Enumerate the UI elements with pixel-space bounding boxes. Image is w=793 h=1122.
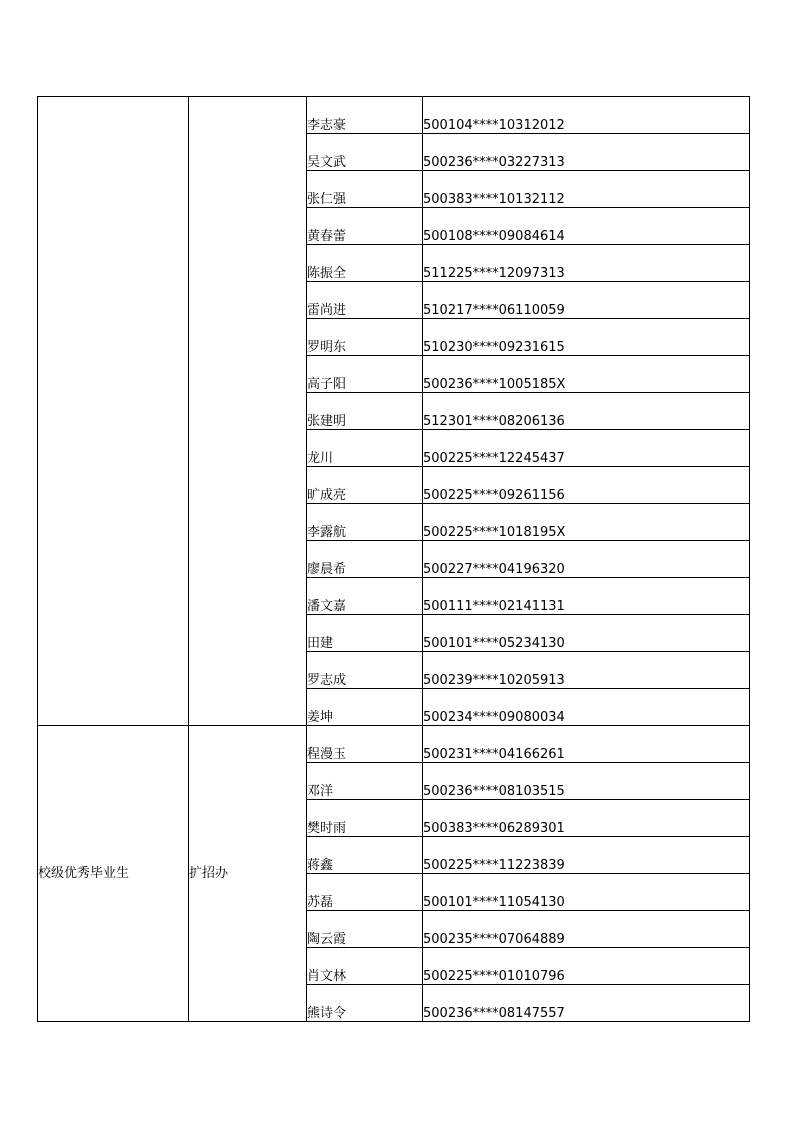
department-cell — [189, 97, 307, 726]
id-cell — [423, 171, 750, 208]
category-cell — [38, 97, 189, 726]
name-cell — [307, 134, 423, 171]
id-cell — [423, 874, 750, 911]
name-cell — [307, 282, 423, 319]
student-name: 程漫玉 — [307, 747, 347, 762]
student-name: 熊诗令 — [307, 1006, 347, 1021]
student-id-number: 500383****10132112 — [423, 192, 565, 207]
id-cell — [423, 763, 750, 800]
student-id-number: 500225****12245437 — [423, 451, 565, 466]
name-cell — [307, 430, 423, 467]
student-name: 邓洋 — [307, 784, 334, 799]
student-id-number: 510217****06110059 — [423, 303, 565, 318]
name-cell — [307, 948, 423, 985]
name-cell — [307, 319, 423, 356]
student-id-number: 511225****12097313 — [423, 266, 565, 281]
name-cell — [307, 245, 423, 282]
name-cell — [307, 689, 423, 726]
name-cell — [307, 911, 423, 948]
student-name: 苏磊 — [307, 895, 334, 910]
student-id-number: 500235****07064889 — [423, 932, 565, 947]
student-name: 廖晨希 — [307, 562, 347, 577]
student-id-number: 500231****04166261 — [423, 747, 565, 762]
name-cell — [307, 356, 423, 393]
student-name: 黄春蕾 — [307, 229, 347, 244]
id-cell — [423, 282, 750, 319]
id-cell — [423, 134, 750, 171]
student-id-number: 512301****08206136 — [423, 414, 565, 429]
id-cell — [423, 430, 750, 467]
student-id-number: 500225****1018195X — [423, 525, 566, 540]
table-row — [38, 97, 750, 134]
id-cell — [423, 208, 750, 245]
id-cell — [423, 726, 750, 763]
id-cell — [423, 578, 750, 615]
student-name: 樊时雨 — [307, 821, 347, 836]
name-cell — [307, 208, 423, 245]
id-cell — [423, 245, 750, 282]
id-cell — [423, 356, 750, 393]
id-cell — [423, 837, 750, 874]
name-cell — [307, 97, 423, 134]
student-id-number: 500101****05234130 — [423, 636, 565, 651]
department-cell: 扩招办 — [189, 726, 307, 1022]
name-cell — [307, 837, 423, 874]
student-name: 肖文林 — [307, 969, 347, 984]
student-id-number: 500104****10312012 — [423, 118, 565, 133]
name-cell — [307, 467, 423, 504]
id-cell — [423, 97, 750, 134]
student-id-number: 510230****09231615 — [423, 340, 565, 355]
student-name: 罗明东 — [307, 340, 347, 355]
name-cell — [307, 541, 423, 578]
student-name: 潘文嘉 — [307, 599, 347, 614]
id-cell — [423, 319, 750, 356]
student-name: 陶云霞 — [307, 932, 347, 947]
category-cell: 校级优秀毕业生 — [38, 726, 189, 1022]
student-name: 龙川 — [307, 451, 334, 466]
table-row — [38, 726, 750, 763]
student-name: 田建 — [307, 636, 334, 651]
id-cell — [423, 504, 750, 541]
student-id-number: 500236****03227313 — [423, 155, 565, 170]
student-name: 旷成亮 — [307, 488, 347, 503]
roster-table-body — [38, 97, 750, 1022]
id-cell — [423, 541, 750, 578]
student-name: 陈振全 — [307, 266, 347, 281]
student-id-number: 500225****01010796 — [423, 969, 565, 984]
name-cell — [307, 763, 423, 800]
student-name: 李志豪 — [307, 118, 347, 133]
student-name: 李露航 — [307, 525, 347, 540]
student-id-number: 500227****04196320 — [423, 562, 565, 577]
student-id-number: 500239****10205913 — [423, 673, 565, 688]
student-id-number: 500236****1005185X — [423, 377, 566, 392]
student-id-number: 500108****09084614 — [423, 229, 565, 244]
id-cell — [423, 911, 750, 948]
student-id-number: 500101****11054130 — [423, 895, 565, 910]
name-cell — [307, 985, 423, 1022]
id-cell — [423, 393, 750, 430]
id-cell — [423, 985, 750, 1022]
id-cell — [423, 800, 750, 837]
name-cell — [307, 726, 423, 763]
id-cell — [423, 652, 750, 689]
student-id-number: 500225****09261156 — [423, 488, 565, 503]
student-id-number: 500111****02141131 — [423, 599, 565, 614]
student-id-number: 500383****06289301 — [423, 821, 565, 836]
name-cell — [307, 393, 423, 430]
student-id-number: 500236****08103515 — [423, 784, 565, 799]
id-cell — [423, 689, 750, 726]
student-name: 姜坤 — [307, 710, 334, 725]
name-cell — [307, 800, 423, 837]
student-id-number: 500234****09080034 — [423, 710, 565, 725]
name-cell — [307, 504, 423, 541]
student-id-number: 500236****08147557 — [423, 1006, 565, 1021]
student-name: 张建明 — [307, 414, 347, 429]
student-name: 吴文武 — [307, 155, 347, 170]
student-name: 雷尚进 — [307, 303, 347, 318]
student-name: 罗志成 — [307, 673, 347, 688]
student-name: 张仁强 — [307, 192, 347, 207]
student-name: 高子阳 — [307, 377, 347, 392]
name-cell — [307, 171, 423, 208]
student-id-number: 500225****11223839 — [423, 858, 565, 873]
name-cell — [307, 652, 423, 689]
roster-table — [37, 96, 750, 1022]
name-cell — [307, 615, 423, 652]
name-cell — [307, 578, 423, 615]
id-cell — [423, 467, 750, 504]
name-cell — [307, 874, 423, 911]
id-cell — [423, 615, 750, 652]
id-cell — [423, 948, 750, 985]
student-name: 蒋鑫 — [307, 858, 334, 873]
